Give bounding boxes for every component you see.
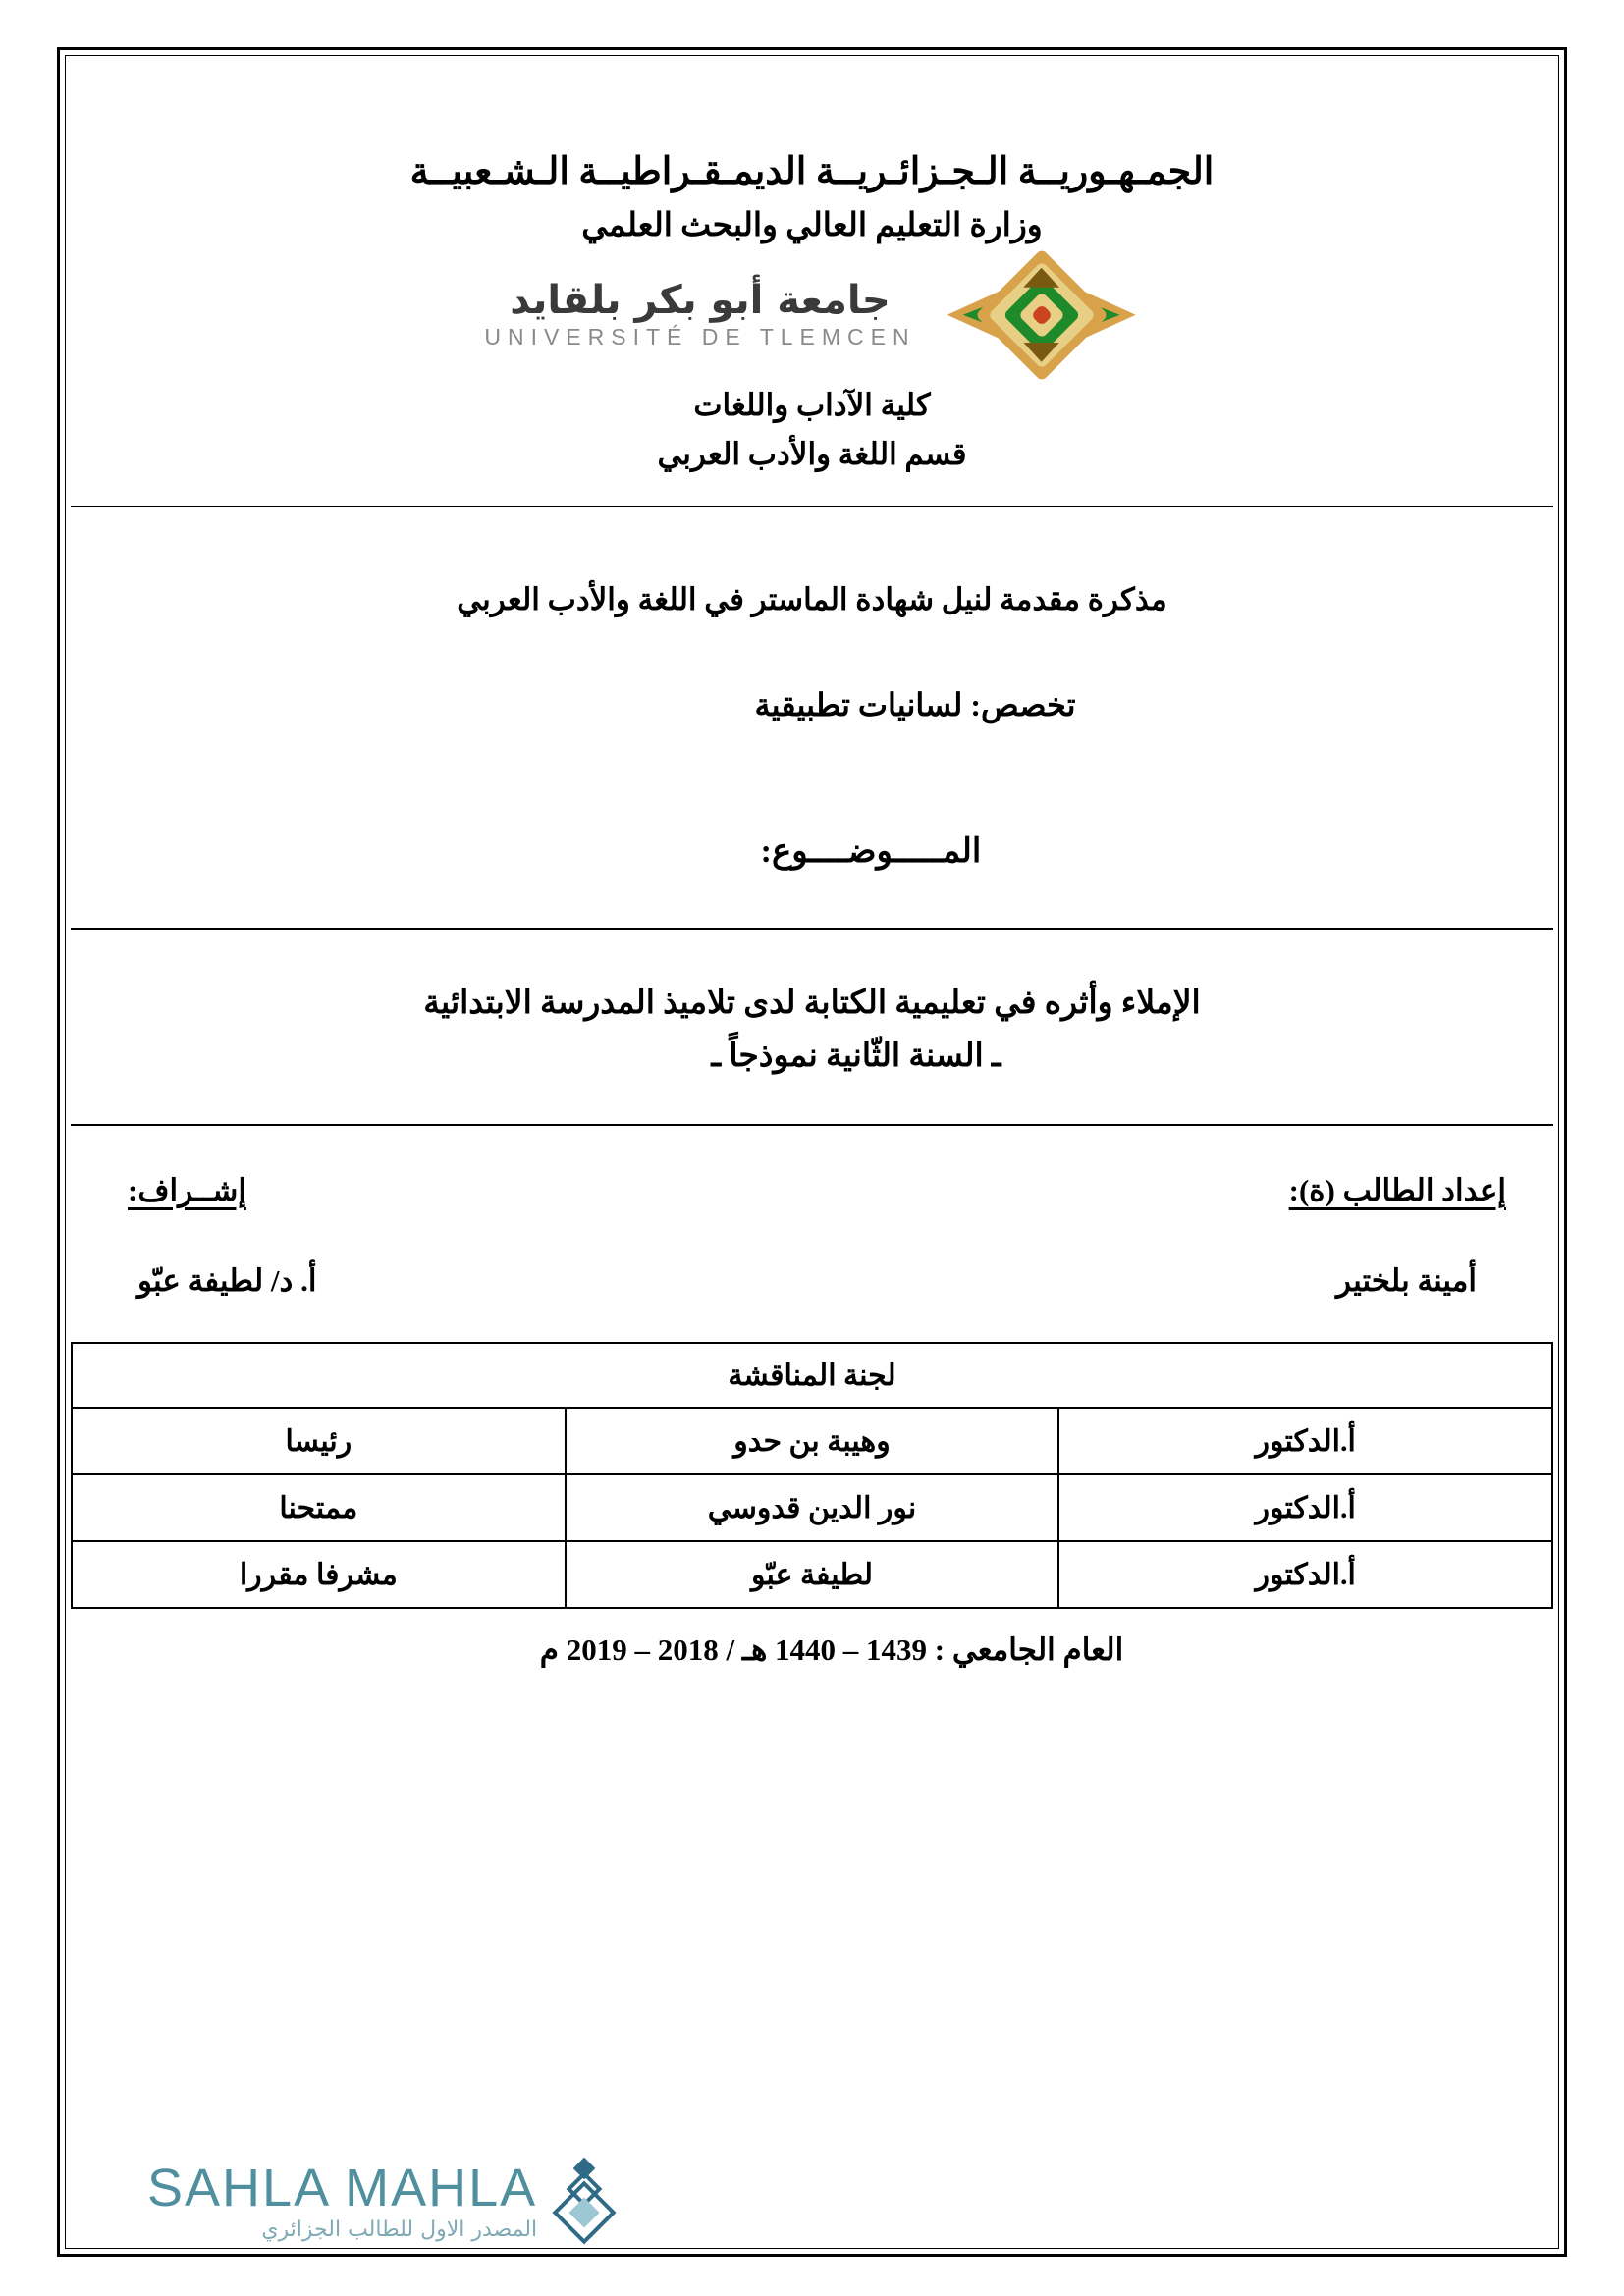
supervisor-label: إشــراف: — [128, 1173, 246, 1208]
jury-role: رئيسا — [72, 1408, 566, 1474]
table-row — [72, 1541, 1552, 1608]
watermark-brand: SAHLA MAHLA — [147, 2158, 538, 2217]
jury-title: أ.الدكتور — [1058, 1408, 1552, 1474]
university-name-french: UNIVERSITÉ DE TLEMCEN — [484, 324, 916, 350]
institution-header — [71, 149, 1553, 507]
university-emblem-icon — [944, 268, 1140, 362]
degree-section — [71, 507, 1553, 871]
watermark-tagline: المصدر الاول للطالب الجزائري — [261, 2216, 538, 2242]
jury-name: نور الدين قدوسي — [566, 1474, 1059, 1541]
authors-section — [71, 1173, 1553, 1299]
jury-title: أ.الدكتور — [1058, 1541, 1552, 1608]
university-logo-strip — [71, 264, 1553, 366]
jury-heading-row — [72, 1343, 1552, 1408]
jury-table — [71, 1342, 1553, 1609]
student-name: أمينة بلختير — [1335, 1263, 1477, 1299]
supervisor-name: أ. د/ لطيفة عبّو — [137, 1263, 317, 1299]
jury-role: ممتحنا — [72, 1474, 566, 1541]
jury-name: لطيفة عبّو — [566, 1541, 1059, 1608]
specialization: تخصص: لسانيات تطبيقية — [754, 687, 1076, 723]
jury-table-body — [72, 1343, 1552, 1608]
student-column — [872, 1173, 1506, 1299]
thesis-title: الإملاء وأثره في تعليمية الكتابة لدى تلاميذ المدرسة الابتدائية — [423, 986, 1201, 1022]
subject-label: المـــــوضــــوع: — [760, 833, 982, 871]
jury-role: مشرفا مقررا — [72, 1541, 566, 1608]
watermark — [147, 2159, 620, 2243]
faculty-name: كلية الآداب واللغات — [693, 387, 931, 422]
university-name-arabic: جامعة أبو بكر بلقايد — [510, 278, 891, 324]
watermark-text — [147, 2158, 538, 2242]
sahla-mahla-logo-icon — [549, 2159, 620, 2243]
academic-year: العام الجامعي : 1439 – 1440 هـ / 2018 – 2019 م — [539, 1632, 1124, 1668]
jury-heading: لجنة المناقشة — [72, 1343, 1552, 1408]
ministry-title: وزارة التعليم العالي والبحث العلمي — [581, 207, 1043, 243]
university-wordmark — [484, 278, 916, 350]
country-title: الجمـهـوريــة الـجـزائـريــة الديمـقـراطيــة الـشـعبيــة — [409, 151, 1215, 192]
page-content — [71, 59, 1553, 2245]
table-row — [72, 1408, 1552, 1474]
department-name: قسم اللغة والأدب العربي — [657, 437, 967, 472]
degree-statement: مذكرة مقدمة لنيل شهادة الماستر في اللغة والأدب العربي — [457, 582, 1167, 617]
supervisor-column — [128, 1173, 762, 1299]
thesis-title-box — [71, 928, 1553, 1126]
thesis-subtitle: ـ السنة الثّانية نموذجاً ـ — [711, 1039, 1001, 1075]
table-row — [72, 1474, 1552, 1541]
jury-name: وهيبة بن حدو — [566, 1408, 1059, 1474]
student-label: إعداد الطالب (ة): — [1288, 1173, 1506, 1208]
jury-title: أ.الدكتور — [1058, 1474, 1552, 1541]
